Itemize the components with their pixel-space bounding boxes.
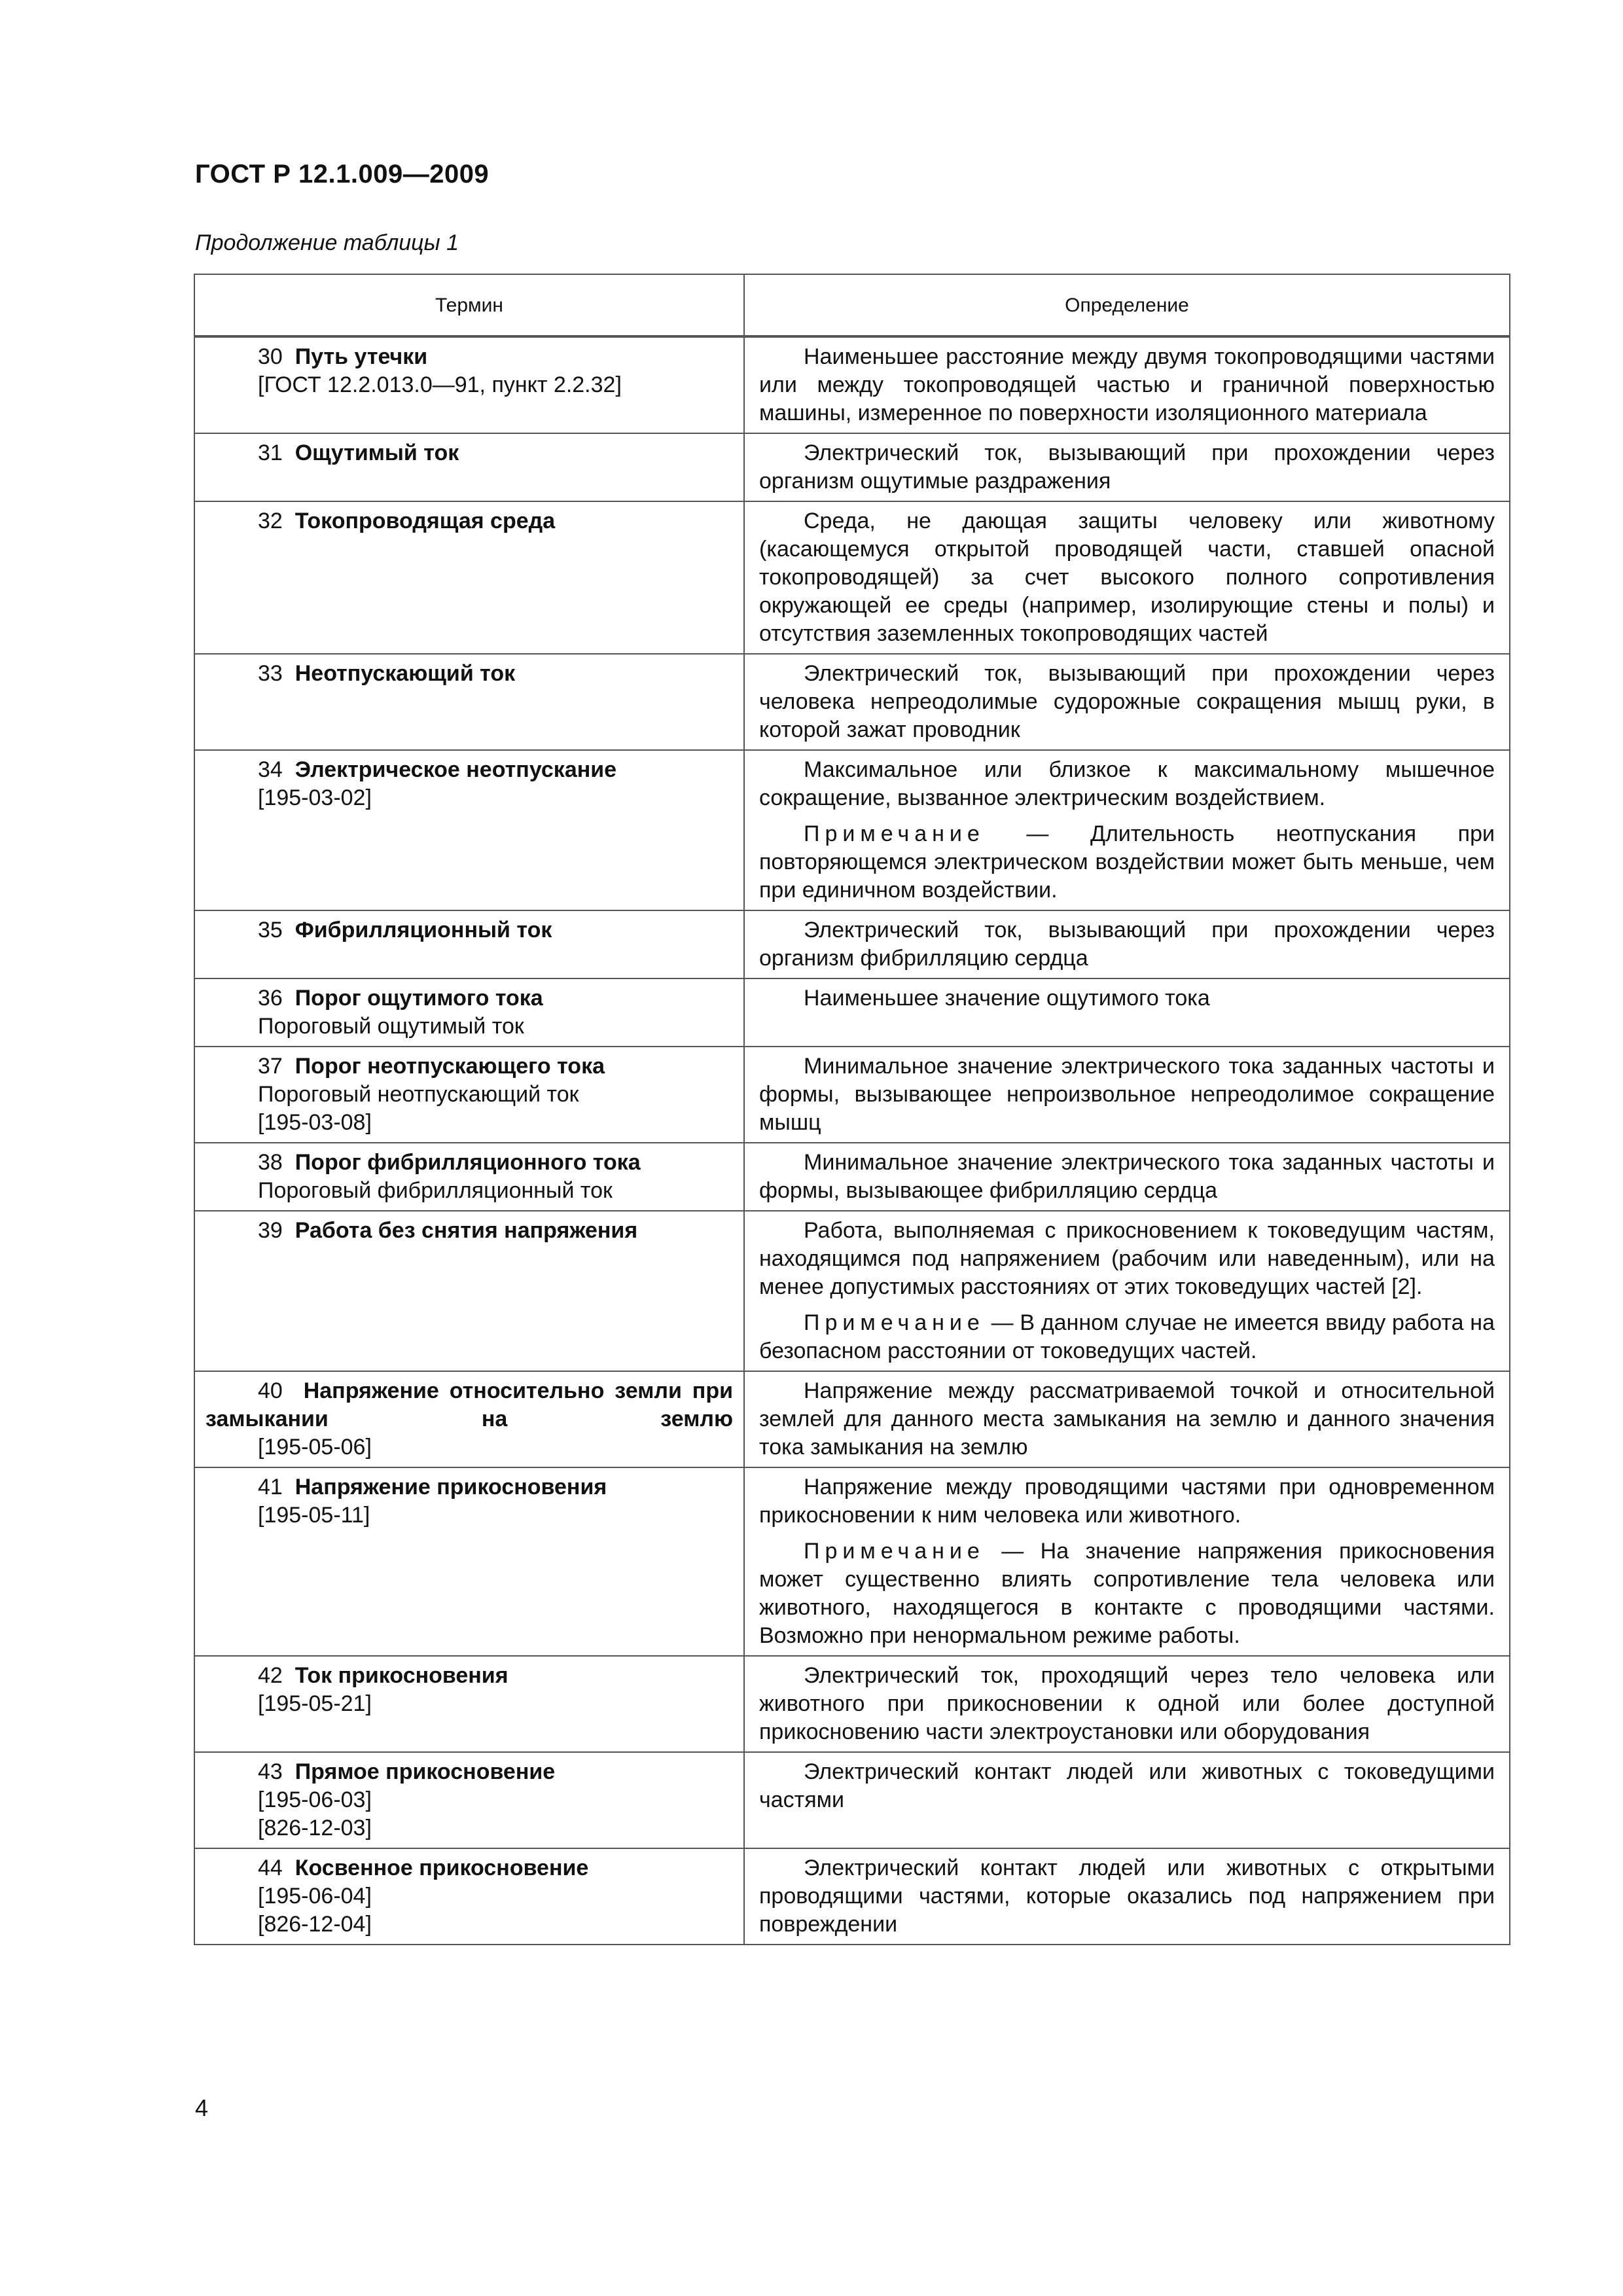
- term-cell: [194, 654, 744, 750]
- definition-cell: [744, 1848, 1510, 1945]
- term-number: 34: [258, 757, 283, 782]
- term-cell: [194, 1047, 744, 1143]
- definition-text: Работа, выполняемая с прикосновением к токоведущим частям, находящимся под напряжением (рабочим или наведенным), или на менее допустимых расстояниях от этих токоведущих частей [2].: [759, 1218, 1495, 1299]
- definition-cell: [744, 1371, 1510, 1467]
- term-reference: [195-05-06]: [258, 1435, 372, 1460]
- term-heading: [205, 343, 733, 371]
- term-cell: [194, 1467, 744, 1656]
- term-name: Электрическое неотпускание: [294, 757, 617, 782]
- note-text: — Длительность неотпускания при повторяющемся электрическом воздействии может быть меньше, чем при единичном воздействии.: [759, 821, 1495, 903]
- definition-cell: [744, 978, 1510, 1047]
- definition-note: [759, 820, 1495, 905]
- definition-text: Электрический ток, вызывающий при прохождении через человека непреодолимые судорожные сокращения мышц руки, в которой зажат проводник: [759, 661, 1495, 742]
- definition-cell: [744, 1752, 1510, 1848]
- table-caption: Продолжение таблицы 1: [195, 230, 459, 255]
- term-cell: [194, 501, 744, 654]
- page-number: 4: [195, 2094, 209, 2121]
- term-heading: [205, 916, 733, 944]
- term-name: Порог неотпускающего тока: [294, 1054, 605, 1079]
- term-name: Путь утечки: [294, 344, 428, 369]
- table-row: [194, 1848, 1510, 1945]
- definition-cell: [744, 1467, 1510, 1656]
- term-number: 43: [258, 1759, 283, 1784]
- term-number: 33: [258, 661, 283, 686]
- term-name: Токопроводящая среда: [294, 509, 556, 533]
- term-name: Фибрилляционный ток: [294, 918, 552, 942]
- table-body: [194, 336, 1510, 1945]
- term-cell: [194, 1752, 744, 1848]
- term-heading: [205, 439, 733, 467]
- definition-text: Минимальное значение электрического тока заданных частоты и формы, вызывающее фибрилляцию сердца: [759, 1150, 1495, 1203]
- term-name: Напряжение прикосновения: [294, 1475, 607, 1499]
- term-number: 37: [258, 1054, 283, 1079]
- term-name: Неотпускающий ток: [294, 661, 516, 686]
- term-number: 40: [258, 1378, 283, 1403]
- term-reference: [195-06-04]: [258, 1884, 372, 1909]
- term-heading: [205, 1052, 733, 1081]
- term-reference: Пороговый неотпускающий ток: [258, 1082, 579, 1107]
- definition-cell: [744, 910, 1510, 978]
- term-reference: [195-03-08]: [258, 1110, 372, 1135]
- term-reference: [195-05-11]: [258, 1503, 370, 1528]
- term-name: Косвенное прикосновение: [294, 1856, 589, 1880]
- term-name: Ощутимый ток: [294, 440, 459, 465]
- table-row: [194, 910, 1510, 978]
- term-heading: [205, 1473, 733, 1501]
- definition-cell: [744, 1656, 1510, 1752]
- term-cell: [194, 433, 744, 501]
- term-cell: [194, 978, 744, 1047]
- term-name: Порог ощутимого тока: [294, 986, 543, 1011]
- definition-text: Наименьшее расстояние между двумя токопроводящими частями или между токопроводящей частью и граничной поверхностью машины, измеренное по поверхности изоляционного материала: [759, 344, 1495, 425]
- note-text: — На значение напряжения прикосновения может существенно влиять сопротивление тела человека или животного, находящегося в контакте с проводящими частями. Возможно при ненормальном режиме работы.: [759, 1539, 1495, 1648]
- note-text: — В данном случае не имеется ввиду работа на безопасном расстоянии от токоведущих частей.: [759, 1310, 1495, 1363]
- definition-text: Напряжение между рассматриваемой точкой и относительной землей для данного места замыкания на землю и данного значения тока замыкания на землю: [759, 1378, 1495, 1460]
- term-heading: [205, 1854, 733, 1882]
- term-reference: [ГОСТ 12.2.013.0—91, пункт 2.2.32]: [258, 372, 622, 397]
- term-reference: Пороговый ощутимый ток: [258, 1014, 524, 1039]
- table-row: [194, 337, 1510, 433]
- definition-text: Электрический ток, вызывающий при прохождении через организм фибрилляцию сердца: [759, 918, 1495, 971]
- term-cell: [194, 1848, 744, 1945]
- note-label: Примечание: [804, 1310, 985, 1335]
- definition-text: Электрический контакт людей или животных с токоведущими частями: [759, 1759, 1495, 1812]
- term-heading: [205, 1758, 733, 1786]
- definition-cell: [744, 1211, 1510, 1371]
- term-name: Ток прикосновения: [294, 1663, 508, 1688]
- term-number: 36: [258, 986, 283, 1011]
- term-reference: Пороговый фибрилляционный ток: [258, 1178, 613, 1203]
- term-name: Порог фибрилляционного тока: [294, 1150, 641, 1175]
- table-row: [194, 501, 1510, 654]
- term-cell: [194, 910, 744, 978]
- term-cell: [194, 1371, 744, 1467]
- definition-text: Электрический ток, проходящий через тело человека или животного при прикосновении к одной или более доступной прикосновению части электроустановки или оборудования: [759, 1663, 1495, 1744]
- term-heading: [205, 756, 733, 784]
- term-number: 32: [258, 509, 283, 533]
- term-cell: [194, 1143, 744, 1211]
- table-row: [194, 1143, 1510, 1211]
- definition-text: Минимальное значение электрического тока заданных частоты и формы, вызывающее непроизвольное непреодолимое сокращение мышц: [759, 1054, 1495, 1135]
- document-header: ГОСТ Р 12.1.009—2009: [195, 160, 490, 188]
- definition-text: Электрический контакт людей или животных с открытыми проводящими частями, которые оказались под напряжением при повреждении: [759, 1856, 1495, 1937]
- term-name: Работа без снятия напряжения: [294, 1218, 638, 1243]
- term-name: Прямое прикосновение: [294, 1759, 556, 1784]
- definition-text: Наименьшее значение ощутимого тока: [804, 986, 1210, 1011]
- term-reference: [826-12-04]: [258, 1912, 372, 1937]
- term-reference: [195-03-02]: [258, 785, 372, 810]
- definition-cell: [744, 750, 1510, 910]
- term-heading: [205, 507, 733, 535]
- table-row: [194, 1047, 1510, 1143]
- term-heading: [205, 1377, 733, 1433]
- table-row: [194, 1752, 1510, 1848]
- column-header-term: Термин: [194, 274, 744, 336]
- term-number: 39: [258, 1218, 283, 1243]
- definition-cell: [744, 501, 1510, 654]
- term-reference: [195-06-03]: [258, 1787, 372, 1812]
- definition-text: Электрический ток, вызывающий при прохождении через организм ощутимые раздражения: [759, 440, 1495, 493]
- table-row: [194, 654, 1510, 750]
- term-cell: [194, 337, 744, 433]
- term-name: Напряжение относительно земли при замыкании на землю: [205, 1378, 733, 1431]
- definition-cell: [744, 433, 1510, 501]
- term-number: 31: [258, 440, 283, 465]
- definition-text: Максимальное или близкое к максимальному мышечное сокращение, вызванное электрическим воздействием.: [759, 757, 1495, 810]
- note-label: Примечание: [804, 821, 985, 846]
- definition-cell: [744, 1143, 1510, 1211]
- term-heading: [205, 1149, 733, 1177]
- definition-cell: [744, 337, 1510, 433]
- term-number: 42: [258, 1663, 283, 1688]
- column-header-definition: Определение: [744, 274, 1510, 336]
- term-number: 30: [258, 344, 283, 369]
- term-heading: [205, 1217, 733, 1245]
- table-row: [194, 1467, 1510, 1656]
- definition-note: [759, 1309, 1495, 1365]
- term-number: 38: [258, 1150, 283, 1175]
- table-row: [194, 433, 1510, 501]
- terms-table: [194, 274, 1510, 1945]
- term-number: 41: [258, 1475, 283, 1499]
- term-reference: [195-05-21]: [258, 1691, 372, 1716]
- table-row: [194, 1371, 1510, 1467]
- term-reference: [826-12-03]: [258, 1816, 372, 1840]
- definition-text: Среда, не дающая защиты человеку или животному (касающемуся открытой проводящей части, ставшей опасной токопроводящей) за счет высокого полного сопротивления окружающей ее среды (например, изолирующие стены и полы) и отсутствия заземленных токопроводящих частей: [759, 509, 1495, 646]
- table-row: [194, 750, 1510, 910]
- term-heading: [205, 984, 733, 1013]
- term-number: 44: [258, 1856, 283, 1880]
- term-number: 35: [258, 918, 283, 942]
- definition-cell: [744, 1047, 1510, 1143]
- table-row: [194, 1656, 1510, 1752]
- term-cell: [194, 1211, 744, 1371]
- term-heading: [205, 660, 733, 688]
- term-cell: [194, 1656, 744, 1752]
- definition-text: Напряжение между проводящими частями при одновременном прикосновении к ним человека или животного.: [759, 1475, 1495, 1528]
- table-row: [194, 1211, 1510, 1371]
- term-cell: [194, 750, 744, 910]
- note-label: Примечание: [804, 1539, 985, 1564]
- term-heading: [205, 1662, 733, 1690]
- definition-note: [759, 1537, 1495, 1650]
- definition-cell: [744, 654, 1510, 750]
- table-row: [194, 978, 1510, 1047]
